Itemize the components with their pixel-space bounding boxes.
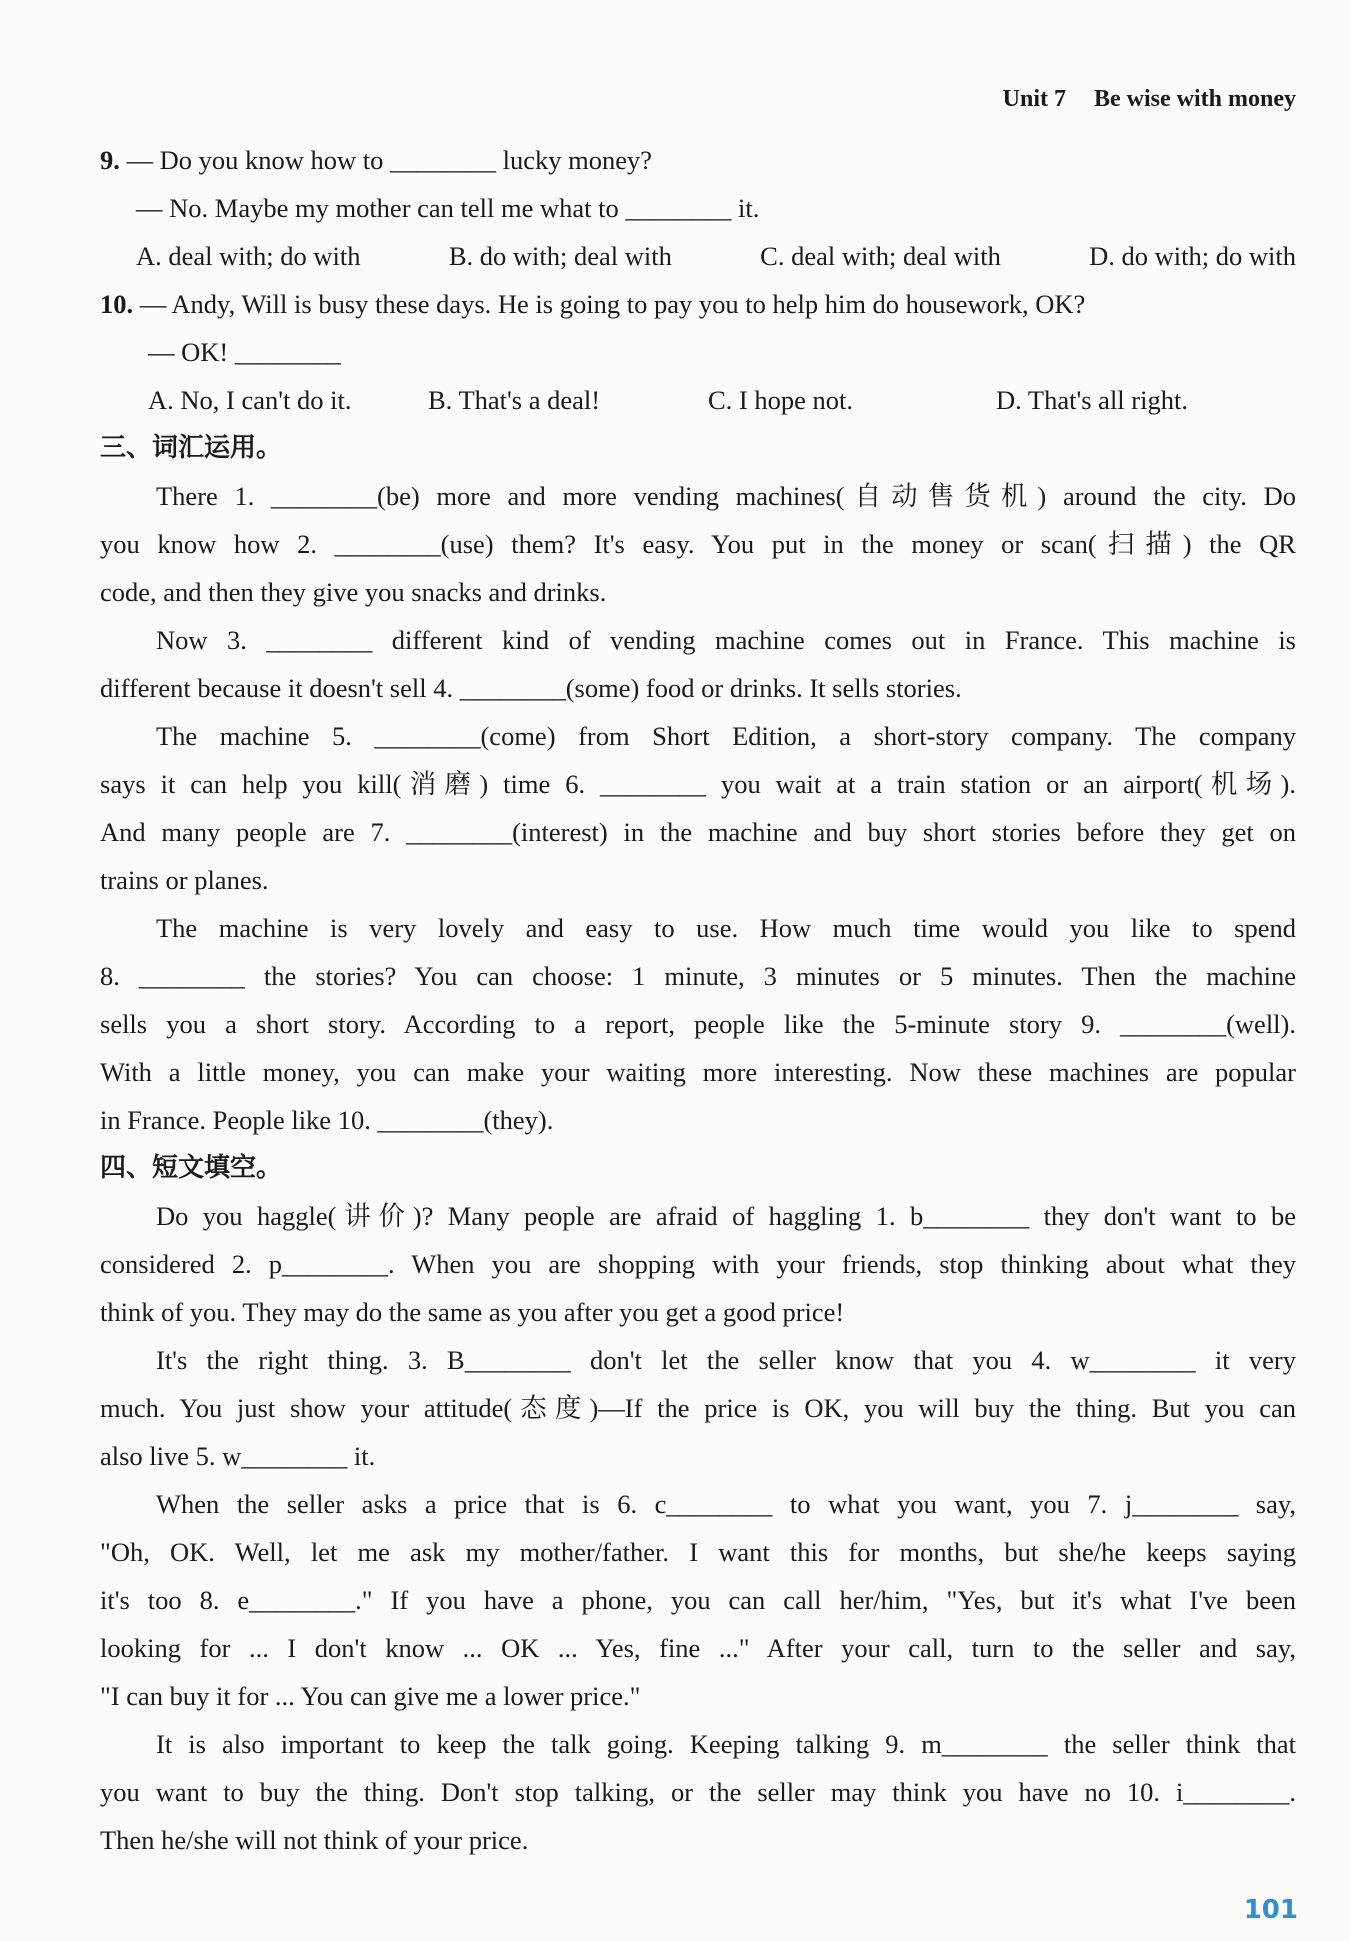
page-content [100, 136, 1296, 1864]
page-header [1003, 86, 1296, 113]
section3-line: code, and then they give you snacks and drinks. [100, 577, 607, 607]
section4-line: "I can buy it for ... You can give me a lower price." [100, 1681, 641, 1711]
section4-line: think of you. They may do the same as you after you get a good price! [100, 1297, 845, 1327]
page-number: 101 [1243, 1895, 1298, 1925]
section4-line: looking for ... I don't know ... OK ... Yes, fine ..." After your call, turn to the seller and say, [100, 1633, 1296, 1663]
q9-option-c: C. deal with; deal with [760, 241, 1001, 271]
q9-number: 9. [100, 145, 120, 175]
section4-line: it's too 8. e________." If you have a phone, you can call her/him, "Yes, but it's what I've been [100, 1585, 1296, 1615]
section4-line: Then he/she will not think of your price. [100, 1825, 529, 1855]
q9-options [100, 232, 1296, 280]
q9-line2: — No. Maybe my mother can tell me what to ________ it. [136, 193, 760, 223]
section3-line: sells you a short story. According to a report, people like the 5-minute story 9. ________(well). [100, 1009, 1296, 1039]
q9-option-a: A. deal with; do with [136, 241, 361, 271]
q10-line2: — OK! ________ [148, 337, 341, 367]
section3-line: in France. People like 10. ________(they). [100, 1105, 554, 1135]
section4-line: also live 5. w________ it. [100, 1441, 376, 1471]
section3-passage [100, 472, 1296, 1144]
section3-line: The machine 5. ________(come) from Short Edition, a short-story company. The company [156, 721, 1296, 751]
section3-line: Now 3. ________ different kind of vending machine comes out in France. This machine is [156, 625, 1296, 655]
unit-label: Unit 7 [1002, 86, 1067, 112]
q9-option-d: D. do with; do with [1089, 241, 1296, 271]
section3-line: you know how 2. ________(use) them? It's easy. You put in the money or scan(扫描) the QR [100, 529, 1296, 559]
section4-line: It is also important to keep the talk going. Keeping talking 9. m________ the seller think that [156, 1729, 1296, 1759]
section4-line: When the seller asks a price that is 6. c________ to what you want, you 7. j________ say, [156, 1489, 1296, 1519]
section4-line: considered 2. p________. When you are shopping with your friends, stop thinking about what they [100, 1249, 1296, 1279]
q9-line1 [100, 136, 1296, 184]
section3-line: says it can help you kill(消磨) time 6. ________ you wait at a train station or an airport(机场). [100, 769, 1296, 799]
section4-line: you want to buy the thing. Don't stop talking, or the seller may think you have no 10. i________. [100, 1777, 1296, 1807]
q9-stem1: — Do you know how to ________ lucky money? [126, 145, 653, 175]
q10-number: 10. [100, 289, 134, 319]
section4-passage [100, 1192, 1296, 1864]
q10-option-c: C. I hope not. [708, 385, 853, 415]
q10-line1 [100, 280, 1296, 328]
q9-option-b: B. do with; deal with [448, 241, 672, 271]
section3-title: 三、词汇运用。 [100, 433, 283, 463]
q10-stem1: — Andy, Will is busy these days. He is going to pay you to help him do housework, OK? [139, 289, 1086, 319]
section4-line: "Oh, OK. Well, let me ask my mother/father. I want this for months, but she/he keeps saying [100, 1537, 1296, 1567]
section3-line: 8. ________ the stories? You can choose: 1 minute, 3 minutes or 5 minutes. Then the machine [100, 961, 1296, 991]
section3-line: The machine is very lovely and easy to use. How much time would you like to spend [156, 913, 1296, 943]
unit-title: Be wise with money [1094, 86, 1296, 112]
section4-line: It's the right thing. 3. B________ don't let the seller know that you 4. w________ it very [156, 1345, 1296, 1375]
section3-line: With a little money, you can make your waiting more interesting. Now these machines are popular [100, 1057, 1296, 1087]
section3-line: trains or planes. [100, 865, 269, 895]
section3-line: And many people are 7. ________(interest) in the machine and buy short stories before they get on [100, 817, 1296, 847]
q10-option-a: A. No, I can't do it. [148, 385, 352, 415]
section4-line: much. You just show your attitude(态度)—If the price is OK, you will buy the thing. But you can [100, 1393, 1296, 1423]
section3-line: There 1. ________(be) more and more vending machines(自动售货机) around the city. Do [156, 481, 1296, 511]
q10-option-b: B. That's a deal! [428, 385, 601, 415]
section4-line: Do you haggle(讲价)? Many people are afraid of haggling 1. b________ they don't want to be [156, 1201, 1296, 1231]
section3-line: different because it doesn't sell 4. ________(some) food or drinks. It sells stories. [100, 673, 962, 703]
section4-title: 四、短文填空。 [100, 1153, 283, 1183]
q10-option-d: D. That's all right. [996, 385, 1188, 415]
q10-options [100, 376, 1296, 424]
